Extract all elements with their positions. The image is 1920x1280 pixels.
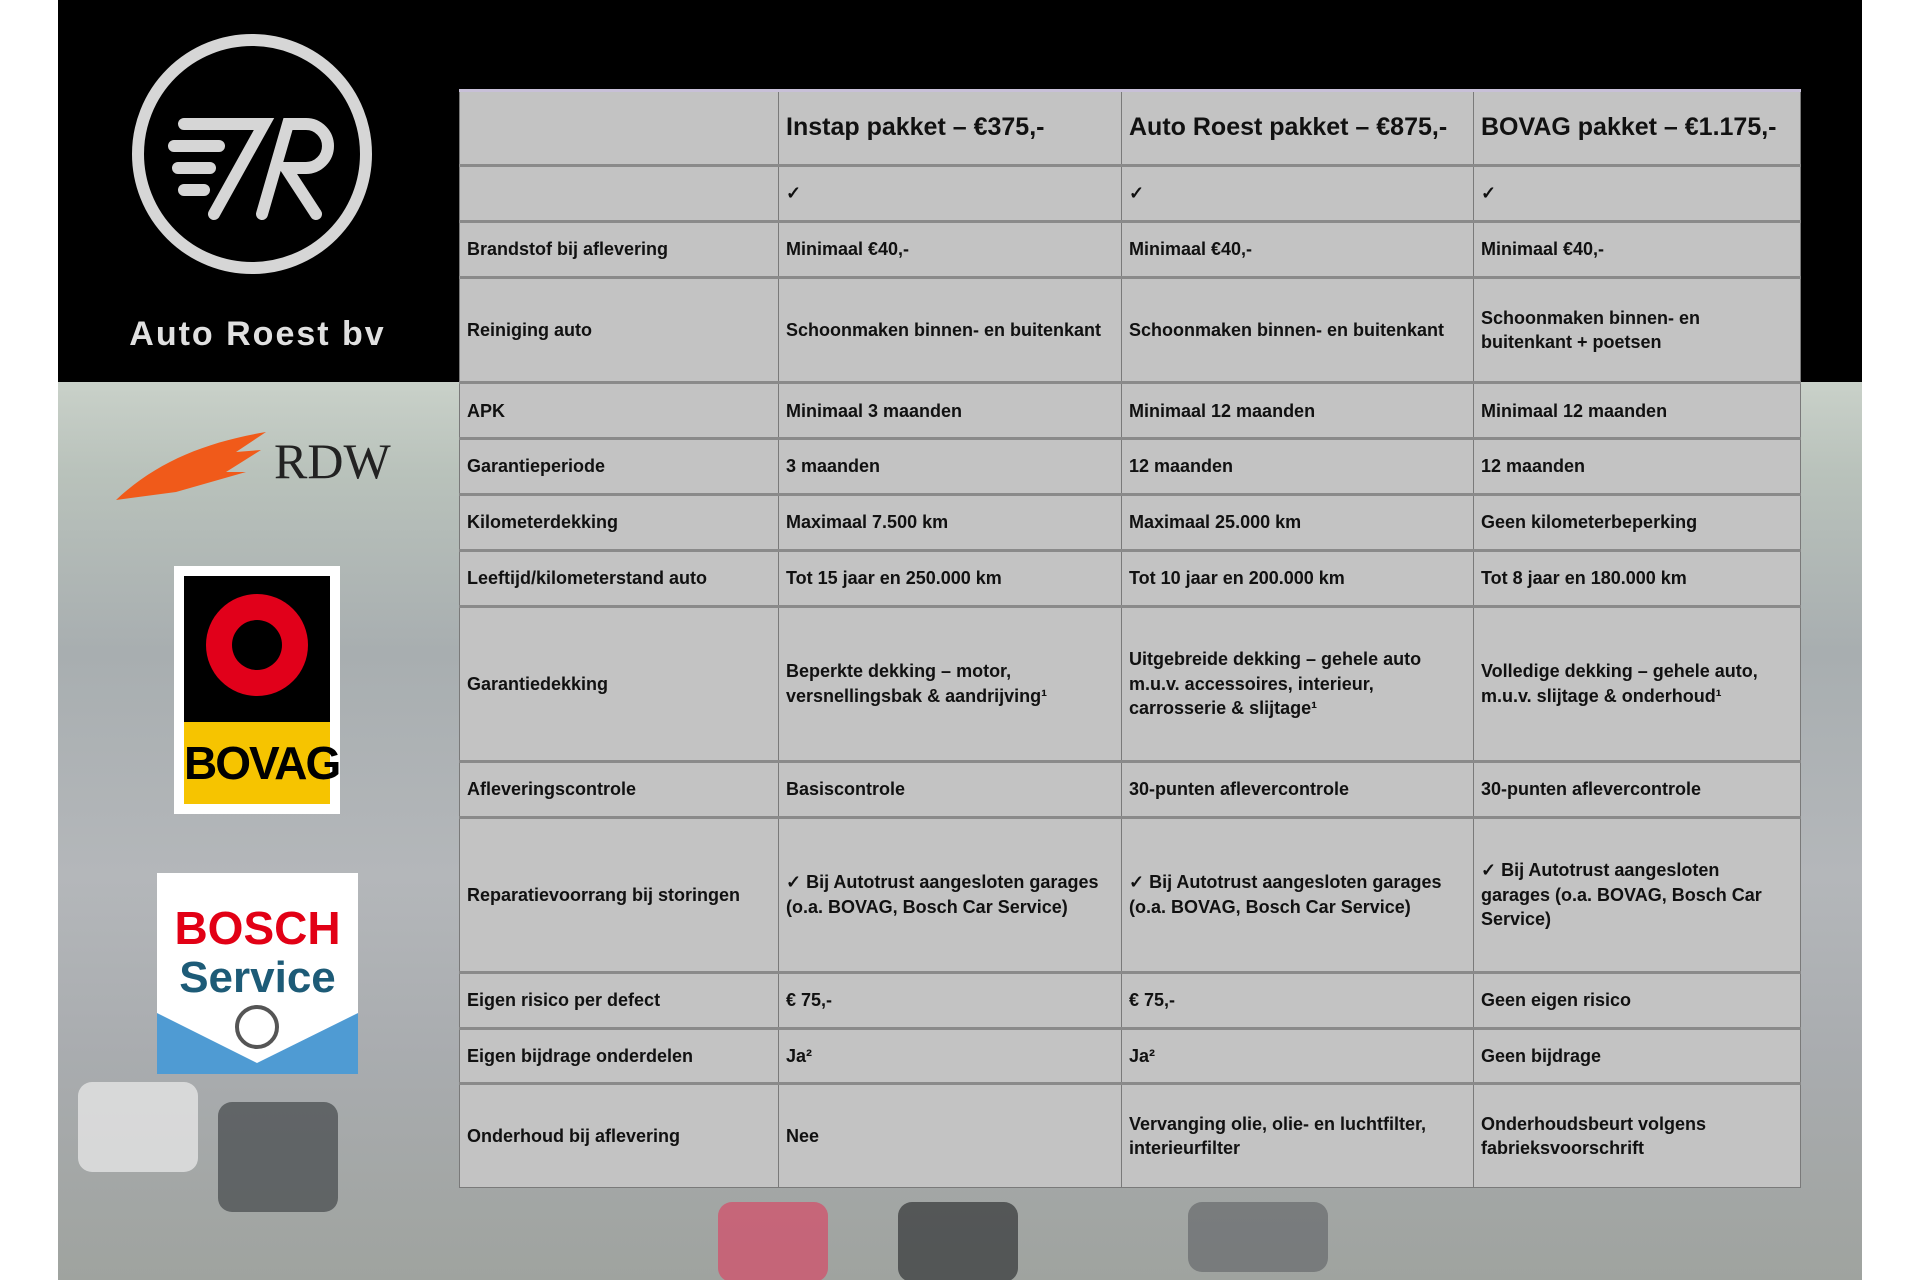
table-cell: 12 maanden bbox=[1474, 439, 1801, 495]
column-header: Auto Roest pakket – €875,- bbox=[1122, 91, 1474, 166]
rdw-wing-icon bbox=[116, 422, 276, 502]
table-row bbox=[460, 1028, 1801, 1084]
table-cell: Geen bijdrage bbox=[1474, 1028, 1801, 1084]
table-cell: Minimaal €40,- bbox=[1474, 221, 1801, 277]
table-cell: Minimaal 12 maanden bbox=[1474, 383, 1801, 439]
table-cell: Schoonmaken binnen- en buitenkant bbox=[779, 277, 1122, 383]
row-label: Leeftijd/kilometerstand auto bbox=[460, 550, 779, 606]
table-cell: 30-punten aflevercontrole bbox=[1474, 761, 1801, 817]
bovag-ring-icon bbox=[206, 594, 308, 696]
table-cell: 30-punten aflevercontrole bbox=[1122, 761, 1474, 817]
table-cell: ✓ bbox=[779, 166, 1122, 222]
row-label: Brandstof bij aflevering bbox=[460, 221, 779, 277]
table-cell: ✓ bbox=[1474, 166, 1801, 222]
table-row bbox=[460, 277, 1801, 383]
table-cell: Ja² bbox=[779, 1028, 1122, 1084]
table-cell: Nee bbox=[779, 1084, 1122, 1188]
table-cell: € 75,- bbox=[1122, 972, 1474, 1028]
table-cell: Geen kilometerbeperking bbox=[1474, 494, 1801, 550]
table-cell: Maximaal 7.500 km bbox=[779, 494, 1122, 550]
row-label: Kilometerdekking bbox=[460, 494, 779, 550]
row-label: Afleveringscontrole bbox=[460, 761, 779, 817]
table-cell: ✓ bbox=[1122, 166, 1474, 222]
column-header: BOVAG pakket – €1.175,- bbox=[1474, 91, 1801, 166]
package-comparison-table bbox=[459, 89, 1801, 1188]
auto-roest-logo-icon bbox=[132, 34, 372, 274]
rdw-logo: RDW bbox=[116, 422, 398, 502]
table-row bbox=[460, 817, 1801, 972]
table-cell: Basiscontrole bbox=[779, 761, 1122, 817]
table-cell: Beperkte dekking – motor, versnellingsbak & aandrijving¹ bbox=[779, 606, 1122, 761]
bovag-logo: BOVAG bbox=[174, 566, 340, 814]
row-label: Onderhoud bij aflevering bbox=[460, 1084, 779, 1188]
table-cell: Vervanging olie, olie- en luchtfilter, interieurfilter bbox=[1122, 1084, 1474, 1188]
table-cell: Schoonmaken binnen- en buitenkant + poetsen bbox=[1474, 277, 1801, 383]
table-cell: Ja² bbox=[1122, 1028, 1474, 1084]
row-label: Reiniging auto bbox=[460, 277, 779, 383]
table-row bbox=[460, 761, 1801, 817]
table-row bbox=[460, 494, 1801, 550]
brand-name: Auto Roest bv bbox=[129, 315, 386, 353]
table-row bbox=[460, 550, 1801, 606]
header-row bbox=[460, 91, 1801, 166]
row-label: Garantieperiode bbox=[460, 439, 779, 495]
table-row bbox=[460, 972, 1801, 1028]
table-cell: Onderhoudsbeurt volgens fabrieksvoorschrift bbox=[1474, 1084, 1801, 1188]
table-row bbox=[460, 439, 1801, 495]
column-header: Instap pakket – €375,- bbox=[779, 91, 1122, 166]
table-cell: Minimaal 12 maanden bbox=[1122, 383, 1474, 439]
table-cell: ✓ Bij Autotrust aangesloten garages (o.a. BOVAG, Bosch Car Service) bbox=[1122, 817, 1474, 972]
table-cell: Uitgebreide dekking – gehele auto m.u.v. accessoires, interieur, carrosserie & slijtage¹ bbox=[1122, 606, 1474, 761]
table-row bbox=[460, 606, 1801, 761]
table-cell: ✓ Bij Autotrust aangesloten garages (o.a. BOVAG, Bosch Car Service) bbox=[1474, 817, 1801, 972]
row-label: Eigen risico per defect bbox=[460, 972, 779, 1028]
table-cell: Volledige dekking – gehele auto, m.u.v. slijtage & onderhoud¹ bbox=[1474, 606, 1801, 761]
table-cell: 12 maanden bbox=[1122, 439, 1474, 495]
table-cell: Minimaal 3 maanden bbox=[779, 383, 1122, 439]
table-cell: Schoonmaken binnen- en buitenkant bbox=[1122, 277, 1474, 383]
table-cell: Tot 8 jaar en 180.000 km bbox=[1474, 550, 1801, 606]
table-row bbox=[460, 1084, 1801, 1188]
table-cell: 3 maanden bbox=[779, 439, 1122, 495]
table-cell: Minimaal €40,- bbox=[1122, 221, 1474, 277]
table-cell: Maximaal 25.000 km bbox=[1122, 494, 1474, 550]
table-cell: Minimaal €40,- bbox=[779, 221, 1122, 277]
row-label: Garantiedekking bbox=[460, 606, 779, 761]
table-cell: Tot 15 jaar en 250.000 km bbox=[779, 550, 1122, 606]
table-row bbox=[460, 221, 1801, 277]
table-cell: € 75,- bbox=[779, 972, 1122, 1028]
bosch-armature-icon bbox=[235, 1005, 279, 1049]
row-label: Eigen bijdrage onderdelen bbox=[460, 1028, 779, 1084]
table-cell: Tot 10 jaar en 200.000 km bbox=[1122, 550, 1474, 606]
table-cell: Geen eigen risico bbox=[1474, 972, 1801, 1028]
row-label: Reparatievoorrang bij storingen bbox=[460, 817, 779, 972]
row-label: APK bbox=[460, 383, 779, 439]
bosch-service-logo: BOSCH Service bbox=[157, 873, 358, 1074]
column-header bbox=[460, 91, 779, 166]
row-label bbox=[460, 166, 779, 222]
table-row bbox=[460, 166, 1801, 222]
table-row bbox=[460, 383, 1801, 439]
table-cell: ✓ Bij Autotrust aangesloten garages (o.a. BOVAG, Bosch Car Service) bbox=[779, 817, 1122, 972]
